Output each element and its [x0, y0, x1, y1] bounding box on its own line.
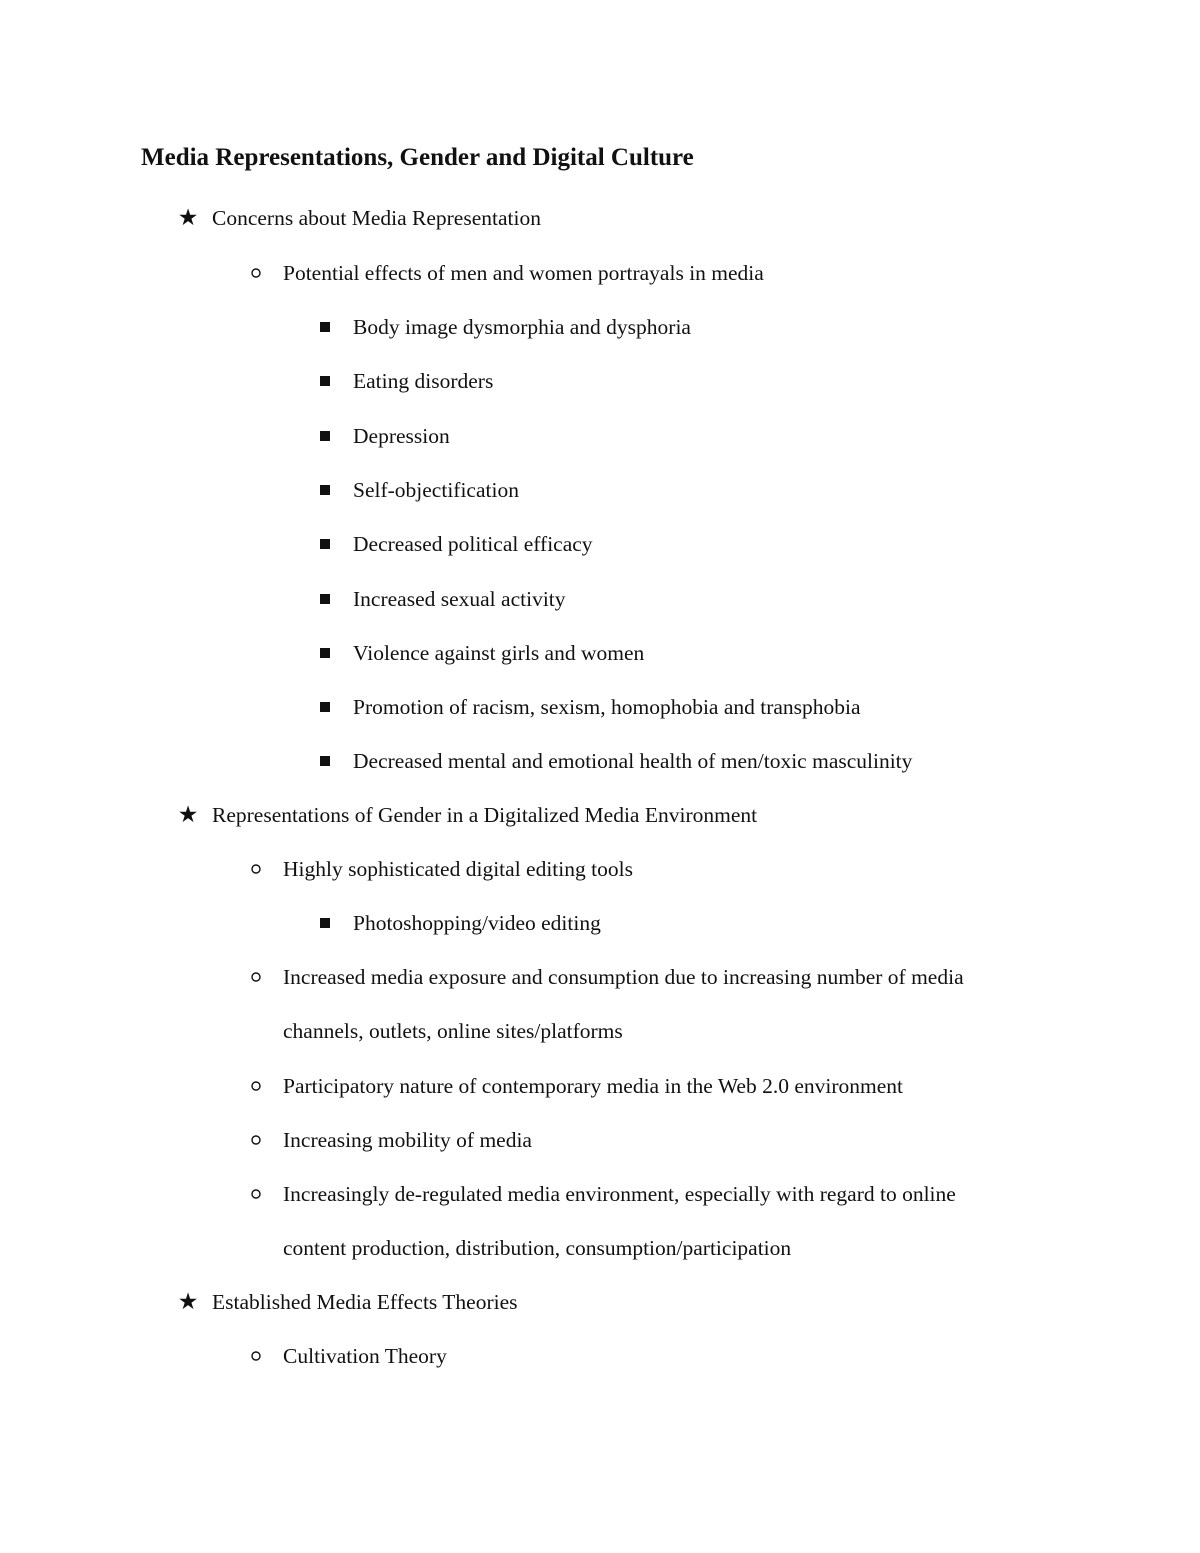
- document-title: Media Representations, Gender and Digital Culture: [141, 144, 694, 171]
- hollow-circle-icon: [250, 1134, 262, 1146]
- list-item: Self-objectification: [353, 478, 519, 502]
- hollow-circle-icon: [250, 1350, 262, 1362]
- filled-square-icon: [319, 755, 331, 767]
- hollow-circle-icon: [250, 863, 262, 875]
- list-item-continuation: content production, distribution, consumption/participation: [283, 1236, 792, 1260]
- list-item: Photoshopping/video editing: [353, 911, 601, 935]
- list-item: Participatory nature of contemporary media in the Web 2.0 environment: [283, 1074, 903, 1098]
- list-item: Increased sexual activity: [353, 587, 566, 611]
- list-item: Increased media exposure and consumption due to increasing number of media: [283, 965, 964, 989]
- section-heading: Established Media Effects Theories: [212, 1290, 518, 1314]
- list-item: Increasing mobility of media: [283, 1128, 532, 1152]
- filled-square-icon: [319, 701, 331, 713]
- filled-square-icon: [319, 538, 331, 550]
- list-item: Increasingly de-regulated media environment, especially with regard to online: [283, 1182, 956, 1206]
- list-item: Eating disorders: [353, 369, 494, 393]
- filled-square-icon: [319, 430, 331, 442]
- filled-square-icon: [319, 647, 331, 659]
- star-icon: ★: [177, 802, 199, 827]
- section-heading: Concerns about Media Representation: [212, 206, 541, 230]
- filled-square-icon: [319, 321, 331, 333]
- hollow-circle-icon: [250, 971, 262, 983]
- list-item: Body image dysmorphia and dysphoria: [353, 315, 691, 339]
- list-item: Potential effects of men and women portrayals in media: [283, 261, 764, 285]
- filled-square-icon: [319, 917, 331, 929]
- list-item: Decreased mental and emotional health of men/toxic masculinity: [353, 749, 913, 773]
- hollow-circle-icon: [250, 1080, 262, 1092]
- hollow-circle-icon: [250, 267, 262, 279]
- star-icon: ★: [177, 205, 199, 230]
- filled-square-icon: [319, 375, 331, 387]
- list-item-continuation: channels, outlets, online sites/platforms: [283, 1019, 623, 1043]
- list-item: Highly sophisticated digital editing tools: [283, 857, 633, 881]
- star-icon: ★: [177, 1289, 199, 1314]
- filled-square-icon: [319, 484, 331, 496]
- list-item: Cultivation Theory: [283, 1344, 447, 1368]
- list-item: Decreased political efficacy: [353, 532, 593, 556]
- filled-square-icon: [319, 593, 331, 605]
- list-item: Promotion of racism, sexism, homophobia and transphobia: [353, 695, 861, 719]
- section-heading: Representations of Gender in a Digitalized Media Environment: [212, 803, 758, 827]
- hollow-circle-icon: [250, 1188, 262, 1200]
- list-item: Violence against girls and women: [353, 641, 645, 665]
- list-item: Depression: [353, 424, 450, 448]
